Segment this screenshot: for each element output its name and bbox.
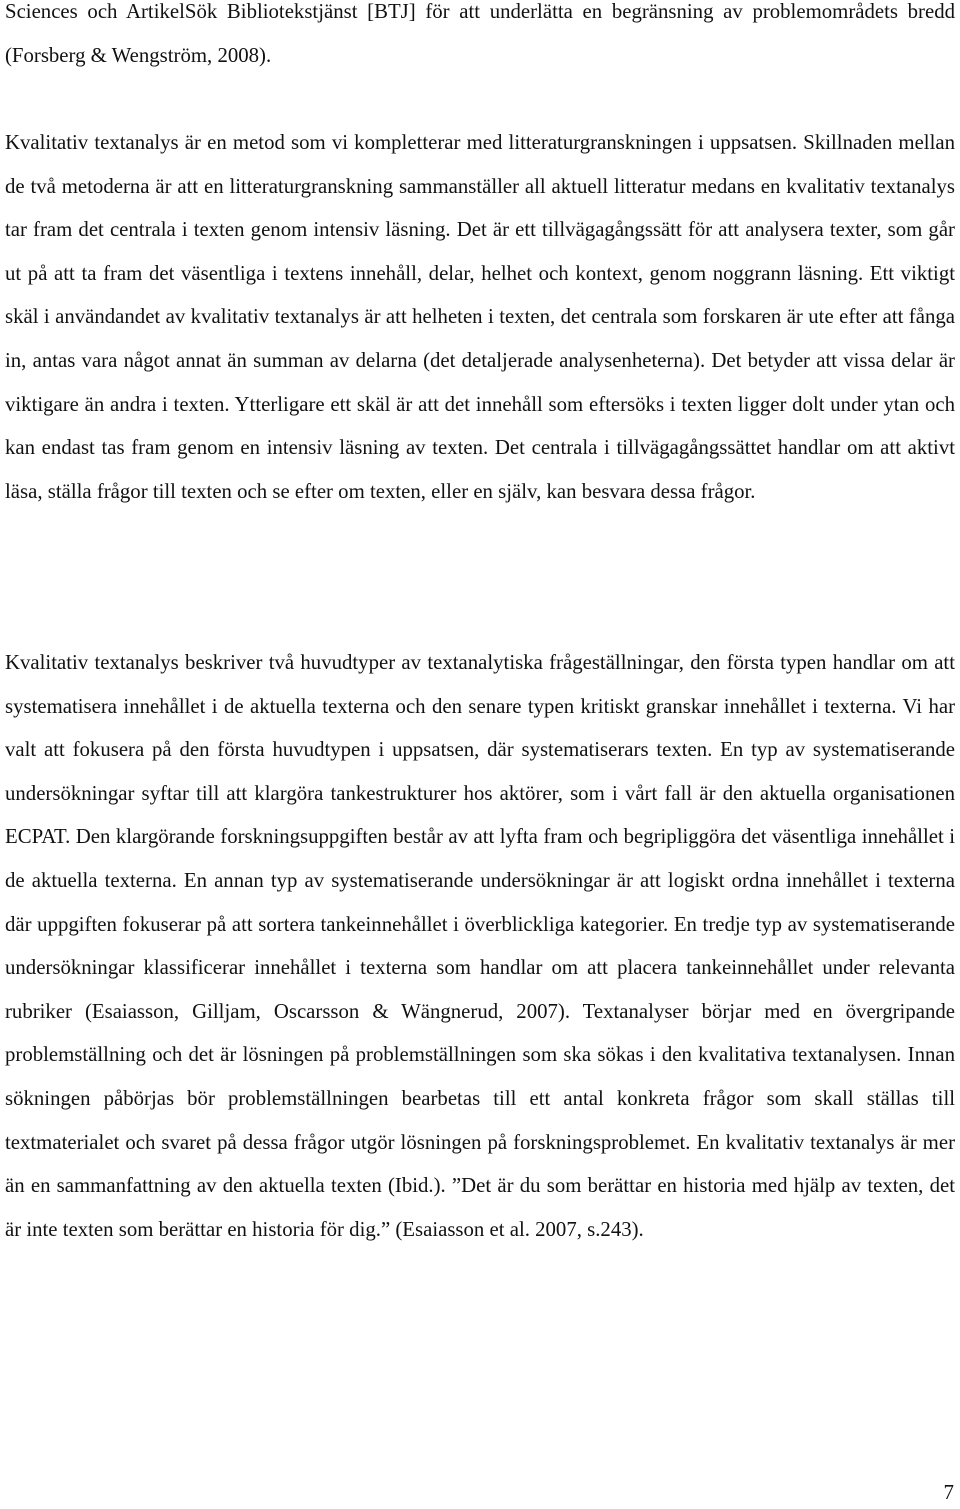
paragraph-method: Kvalitativ textanalys är en metod som vi kompletterar med litteraturgranskningen i uppsatsen. Skillnaden mellan de två metoderna är att en litteraturgranskning sammanställer all aktuell litteratur medans en kvalitativ textanalys tar fram det centrala i texten genom intensiv läsning. Det är ett tillvägagångssätt för att analysera texter, som går ut på att ta fram det väsentliga i textens innehåll, delar, helhet och kontext, genom noggrann läsning. Ett viktigt skäl i användandet av kvalitativ textanalys är att helheten i texten, det centrala som forskaren är ute efter att fånga in, antas vara något annat än summan av delarna (det detaljerade analysenheterna). Det betyder att vissa delar är viktigare än andra i texten. Ytterligare ett skäl är att det innehåll som eftersöks i texten ligger dolt under ytan och kan endast tas fram genom en intensiv läsning av texten. Det centrala i tillvägagångssättet handlar om att aktivt läsa, ställa frågor till texten och se efter om texten, eller en själv, kan besvara dessa frågor.	[5, 131, 955, 503]
page-number: 7	[943, 1480, 954, 1504]
paragraph-sources: Sciences och ArtikelSök Bibliotekstjänst [BTJ] för att underlätta en begränsning av problemområdets bredd (Forsberg & Wengström, 2008).	[5, 0, 955, 67]
paragraph-analysis-types: Kvalitativ textanalys beskriver två huvudtyper av textanalytiska frågeställningar, den första typen handlar om att systematisera innehållet i de aktuella texterna och den senare typen kritiskt granskar innehållet i texterna. Vi har valt att fokusera på den första huvudtypen i uppsatsen, där systematiserars texten. En typ av systematiserande undersökningar syftar till att klargöra tankestrukturer hos aktörer, som i vårt fall är den aktuella organisationen ECPAT. Den klargörande forskningsuppgiften består av att lyfta fram och begripliggöra det väsentliga innehållet i de aktuella texterna. En annan typ av systematiserande undersökningar är att logiskt ordna innehållet i texterna där uppgiften fokuserar på att sortera tankeinnehållet i överblickliga kategorier. En tredje typ av systematiserande undersökningar klassificerar innehållet i texterna som handlar om att placera tankeinnehållet under relevanta rubriker (Esaiasson, Gilljam, Oscarsson & Wängnerud, 2007). Textanalyser börjar med en övergripande problemställning och det är lösningen på problemställningen som ska sökas i den kvalitativa textanalysen. Innan sökningen påbörjas bör problemställningen bearbetas till ett antal konkreta frågor som skall ställas till textmaterialet och svaret på dessa frågor utgör lösningen på forskningsproblemet. En kvalitativ textanalys är mer än en sammanfattning av den aktuella texten (Ibid.). ”Det är du som berättar en historia med hjälp av texten, det är inte texten som berättar en historia för dig.” (Esaiasson et al. 2007, s.243).	[5, 651, 955, 1241]
